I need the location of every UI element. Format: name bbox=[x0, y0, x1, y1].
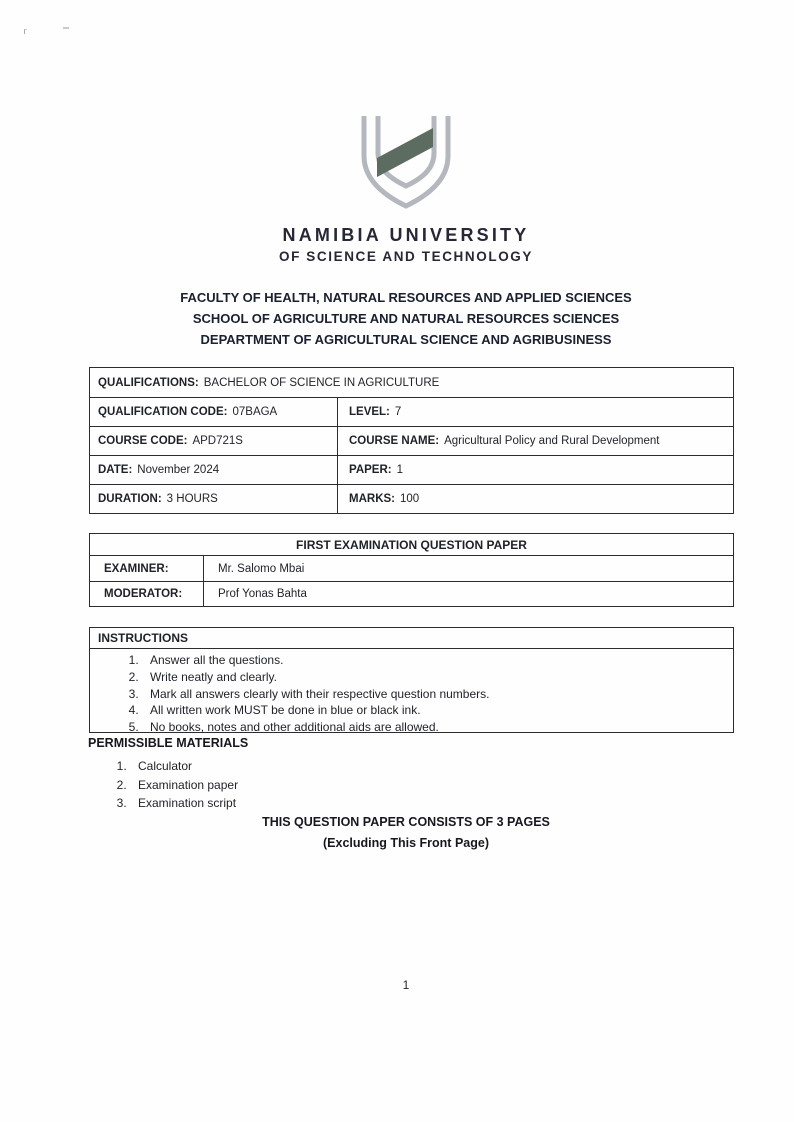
page-count-line-2: (Excluding This Front Page) bbox=[323, 836, 489, 850]
university-logo bbox=[9, 116, 794, 264]
page-count-line-1: THIS QUESTION PAPER CONSISTS OF 3 PAGES bbox=[262, 815, 550, 829]
level-value: 7 bbox=[394, 406, 402, 418]
table-row bbox=[90, 368, 733, 397]
permissible-materials-section bbox=[88, 736, 733, 813]
nust-shield-icon bbox=[356, 116, 456, 211]
date-value: November 2024 bbox=[137, 464, 220, 476]
paper-cell bbox=[338, 456, 733, 484]
date-cell bbox=[90, 456, 338, 484]
instructions-box bbox=[89, 627, 734, 733]
course-code-value: APD721S bbox=[192, 435, 243, 447]
duration-label: DURATION: bbox=[98, 493, 162, 505]
examiner-label: EXAMINER: bbox=[90, 556, 204, 581]
material-item: 3. Examination script bbox=[130, 794, 733, 813]
level-label: LEVEL: bbox=[349, 406, 390, 418]
duration-value: 3 HOURS bbox=[166, 493, 218, 505]
faculty-header bbox=[9, 287, 794, 350]
page-number: 1 bbox=[402, 978, 410, 992]
qualification-code-label: QUALIFICATION CODE: bbox=[98, 406, 228, 418]
instruction-item: 3. Mark all answers clearly with their respective question numbers. bbox=[142, 686, 733, 703]
course-info-table bbox=[89, 367, 734, 514]
marks-label: MARKS: bbox=[349, 493, 395, 505]
examiner-value: Mr. Salomo Mbai bbox=[218, 562, 305, 575]
course-name-value: Agricultural Policy and Rural Development bbox=[444, 435, 660, 447]
instructions-list bbox=[90, 652, 733, 736]
qualifications-value: BACHELOR OF SCIENCE IN AGRICULTURE bbox=[203, 376, 440, 389]
table-row bbox=[90, 484, 733, 513]
examination-table-title: FIRST EXAMINATION QUESTION PAPER bbox=[90, 534, 733, 556]
table-row bbox=[90, 581, 733, 606]
course-name-cell bbox=[338, 427, 733, 455]
instruction-item: 2. Write neatly and clearly. bbox=[142, 669, 733, 686]
instruction-item: 1. Answer all the questions. bbox=[142, 652, 733, 669]
duration-cell bbox=[90, 485, 338, 513]
date-label: DATE: bbox=[98, 464, 133, 476]
table-row bbox=[90, 455, 733, 484]
brand-line-1: NAMIBIA UNIVERSITY bbox=[282, 225, 530, 245]
moderator-value: Prof Yonas Bahta bbox=[218, 588, 307, 600]
paper-label: PAPER: bbox=[349, 464, 392, 476]
course-code-cell bbox=[90, 427, 338, 455]
instructions-title: INSTRUCTIONS bbox=[90, 628, 733, 649]
course-code-label: COURSE CODE: bbox=[98, 435, 188, 447]
department-line: DEPARTMENT OF AGRICULTURAL SCIENCE AND AGRIBUSINESS bbox=[200, 332, 612, 347]
instruction-item: 5. No books, notes and other additional aids are allowed. bbox=[142, 719, 733, 736]
marks-value: 100 bbox=[400, 493, 420, 505]
qualifications-label: QUALIFICATIONS: bbox=[98, 376, 199, 389]
school-line: SCHOOL OF AGRICULTURE AND NATURAL RESOURCES SCIENCES bbox=[192, 311, 620, 326]
marks-cell bbox=[338, 485, 733, 513]
scan-artifact bbox=[24, 29, 27, 34]
qualifications-cell bbox=[90, 368, 733, 397]
level-cell bbox=[338, 398, 733, 426]
scan-artifact bbox=[63, 27, 69, 29]
permissible-materials-list bbox=[88, 757, 733, 813]
table-row bbox=[90, 397, 733, 426]
table-row bbox=[90, 556, 733, 581]
moderator-label: MODERATOR: bbox=[90, 582, 204, 606]
examination-table bbox=[89, 533, 734, 607]
qualification-code-cell bbox=[90, 398, 338, 426]
paper-value: 1 bbox=[396, 464, 404, 476]
faculty-line: FACULTY OF HEALTH, NATURAL RESOURCES AND APPLIED SCIENCES bbox=[180, 290, 632, 305]
table-row bbox=[90, 426, 733, 455]
material-item: 2. Examination paper bbox=[130, 776, 733, 795]
instruction-item: 4. All written work MUST be done in blue or black ink. bbox=[142, 702, 733, 719]
permissible-materials-title: PERMISSIBLE MATERIALS bbox=[88, 736, 249, 750]
qualification-code-value: 07BAGA bbox=[232, 406, 278, 418]
material-item: 1. Calculator bbox=[130, 757, 733, 776]
brand-line-2: OF SCIENCE AND TECHNOLOGY bbox=[278, 249, 533, 264]
course-name-label: COURSE NAME: bbox=[349, 435, 440, 447]
page-count-notice bbox=[9, 812, 794, 854]
